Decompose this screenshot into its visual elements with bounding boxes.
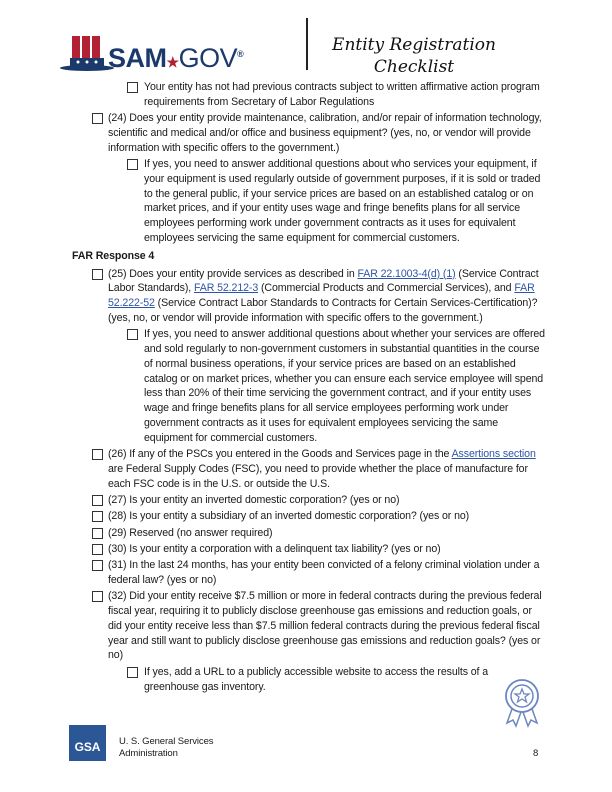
item-text: (Service Contract Labor Standards to Contracts for Certain Services-Certification)? (yes, no, or vendor will provide information with specific offers to the government.)	[108, 297, 538, 324]
gsa-logo	[69, 725, 106, 761]
checkbox[interactable]	[92, 560, 103, 571]
checklist-item-24-sub	[144, 157, 548, 246]
far-52-212-3-link[interactable]: FAR 52.212-3	[193, 282, 259, 295]
checkbox[interactable]	[92, 511, 103, 522]
item-text: (26) If any of the PSCs you entered in the Goods and Services page in the	[108, 448, 452, 461]
checklist-item-30	[108, 542, 548, 557]
item-text: If yes, you need to answer additional questions about who services your equipment, if your equipment is used regularly outside of government purposes, if it is sold or traded to the general public, if your service prices are based on an established catalog or on market prices, and if your entity uses wage and fringe benefits plans for all service employees performing work under government contracts as it uses for equivalent employees servicing the same equipment for commercial customers.	[144, 157, 541, 244]
checklist-item-28	[108, 509, 548, 524]
checkbox[interactable]	[92, 449, 103, 460]
section-heading-far-response-4: FAR Response 4	[72, 249, 155, 262]
far-22-1003-link[interactable]: FAR 22.1003-4(d) (1)	[357, 267, 456, 280]
item-text: are Federal Supply Codes (FSC), you need to provide whether the place of manufacture for each FSC code is in the U.S. or outside the U.S.	[108, 462, 528, 490]
sam-gov-logo-text: SAM★GOV®	[108, 43, 244, 73]
checklist-item-24	[108, 111, 548, 155]
item-text: (29) Reserved (no answer required)	[108, 526, 273, 539]
checkbox[interactable]	[92, 544, 103, 555]
checklist-item-25	[108, 267, 548, 326]
checklist-item-31	[108, 558, 548, 588]
item-text: (31) In the last 24 months, has your entity been convicted of a felony criminal violation under a federal law? (yes or no)	[108, 559, 540, 586]
assertions-section-link[interactable]: Assertions section	[451, 448, 536, 461]
item-text: (30) Is your entity a corporation with a delinquent tax liability? (yes or no)	[108, 542, 441, 555]
org-line-1: U. S. General Services	[119, 736, 214, 747]
page-header	[0, 0, 612, 80]
title-line-1: Entity Registration	[332, 35, 496, 55]
org-line-2: Administration	[119, 748, 178, 759]
checkbox[interactable]	[127, 159, 138, 170]
checklist-item-32-sub	[144, 665, 489, 695]
page-title	[330, 34, 498, 78]
checkbox[interactable]	[92, 591, 103, 602]
header-divider	[306, 18, 308, 70]
checklist-item-29	[108, 526, 548, 541]
item-text: Your entity has not had previous contracts subject to written affirmative action program requirements from Secretary of Labor Regulations	[144, 81, 540, 108]
item-text: (24) Does your entity provide maintenance, calibration, and/or repair of information technology, scientific and medical and/or office and business equipment? (yes, no, or vendor will provide information with specific offers to the government.)	[108, 112, 542, 154]
checklist-item-32	[108, 589, 548, 663]
far-52-222-52-link[interactable]: FAR 52.222-52	[108, 282, 535, 310]
checklist-item-affirmative-action	[144, 80, 548, 110]
page-footer	[0, 720, 612, 792]
checkbox[interactable]	[92, 269, 103, 280]
item-text: (27) Is your entity an inverted domestic corporation? (yes or no)	[108, 494, 400, 507]
checkbox[interactable]	[92, 495, 103, 506]
item-text: (Service Contract Labor Standards),	[108, 267, 539, 295]
item-text: (28) Is your entity a subsidiary of an inverted domestic corporation? (yes or no)	[108, 510, 470, 523]
checklist-item-27	[108, 493, 548, 508]
sam-gov-logo	[60, 34, 250, 74]
checklist-content	[0, 80, 612, 720]
checklist-item-25-sub	[144, 327, 548, 445]
checkbox[interactable]	[127, 82, 138, 93]
gsa-logo-text: GSA	[74, 740, 101, 754]
checkbox[interactable]	[127, 667, 138, 678]
title-line-2: Checklist	[373, 57, 455, 77]
checkbox[interactable]	[127, 329, 138, 340]
page-number: 8	[533, 748, 539, 759]
footer-org-name	[119, 736, 213, 760]
item-text: (25) Does your entity provide services as described in	[108, 267, 358, 280]
checkbox[interactable]	[92, 528, 103, 539]
item-text: If yes, you need to answer additional questions about whether your services are offered and sold regularly to non-government customers in substantial quantities in the course of normal business operations, if your service prices are based on an established catalog or on market prices, whether you can ensure each service employee will spend less than 20% of their time servicing the government contract, and if your entity uses wage and fringe benefits plans for all service employees performing work under government contracts as it uses for equivalent employees servicing the same equipment for commercial customers.	[144, 328, 545, 444]
checkbox[interactable]	[92, 113, 103, 124]
item-text: (32) Did your entity receive $7.5 million or more in federal contracts during the previous federal fiscal year, requiring it to publicly disclose greenhouse gas emissions and reduction goals, or did your entity receive less than $7.5 million federal contracts during the previous federal fiscal year and still want to publicly disclose greenhouse gas emissions and reduction goals? (yes or no)	[108, 590, 542, 662]
item-text: (Commercial Products and Commercial Services), and	[258, 282, 515, 295]
item-text: If yes, add a URL to a publicly accessible website to access the results of a greenhouse gas inventory.	[144, 665, 489, 693]
checklist-item-26	[108, 447, 548, 491]
